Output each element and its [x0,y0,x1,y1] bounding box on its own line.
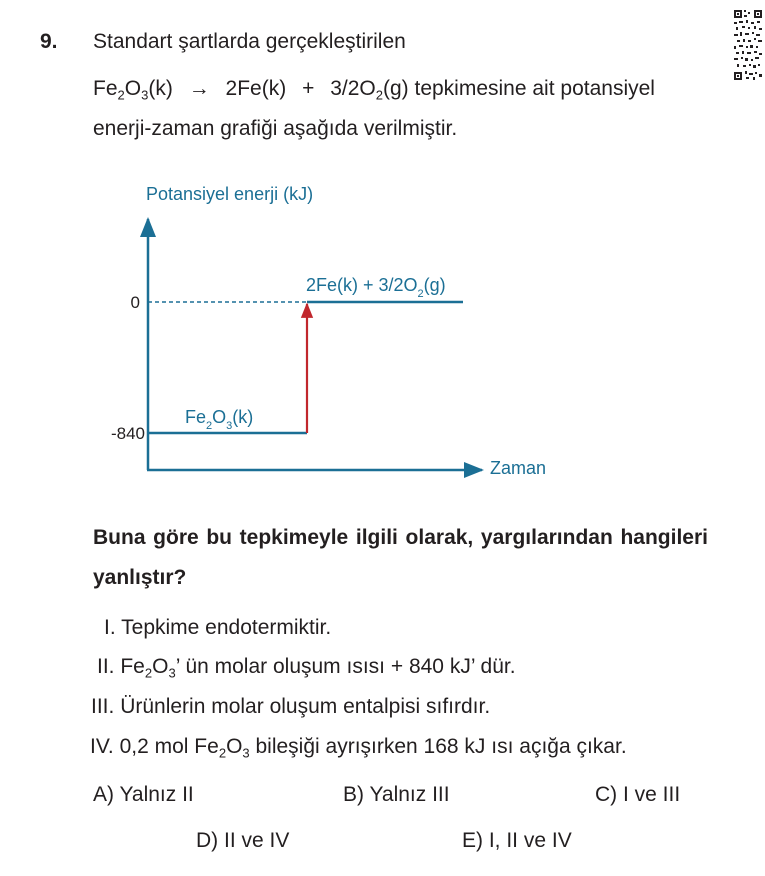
reaction-tail: tepkimesine ait potansiyel [414,77,655,100]
product-iron: 2Fe(k) [225,77,287,100]
y-tick-0: 0 [130,293,140,312]
x-axis-label: Zaman [490,458,547,478]
statement-2: II. $Fe_2O_3$’ ün molar oluşum ısısı + 840 kJ’ dür. [97,655,516,681]
reactant: $Fe_2O_3(k)$ [93,77,173,103]
qr-code-icon [734,10,762,80]
option-c[interactable]: C) I ve III [595,783,681,806]
plus-sign: + [302,77,315,100]
question-line-1: Standart şartlarda gerçekleştirilen [93,30,406,53]
option-e[interactable]: E) I, II ve IV [462,829,572,852]
question-number: 9. [40,30,58,53]
statement-4: IV. 0,2 mol $Fe_2O_3$ bileşiği ayrışırken 168 kJ ısı açığa çıkar. [90,735,627,761]
statement-1: I. Tepkime endotermiktir. [104,616,332,639]
option-d[interactable]: D) II ve IV [196,829,290,852]
product-oxygen: $3/2O_2(g)$ [330,77,409,103]
product-label: $2Fe(k) + 3/2O_2(g)$ [306,275,446,300]
reaction-line [93,77,655,101]
question-line-3: enerji-zaman grafiği aşağıda verilmiştir. [93,117,458,140]
statement-3: III. Ürünlerin molar oluşum entalpisi sıfırdır. [91,695,491,718]
question-prompt: Buna göre bu tepkimeyle ilgili olarak, yargılarından hangileri yanlıştır? [93,526,708,589]
option-b[interactable]: B) Yalnız III [343,783,450,806]
reaction-arrow: → [188,77,210,100]
reactant-label: $Fe_2O_3(k)$ [185,407,254,432]
y-tick-minus-840: -840 [110,424,145,443]
option-a[interactable]: A) Yalnız II [93,783,194,806]
y-axis-label: Potansiyel enerji (kJ) [146,184,314,204]
energy-time-chart [90,175,610,495]
